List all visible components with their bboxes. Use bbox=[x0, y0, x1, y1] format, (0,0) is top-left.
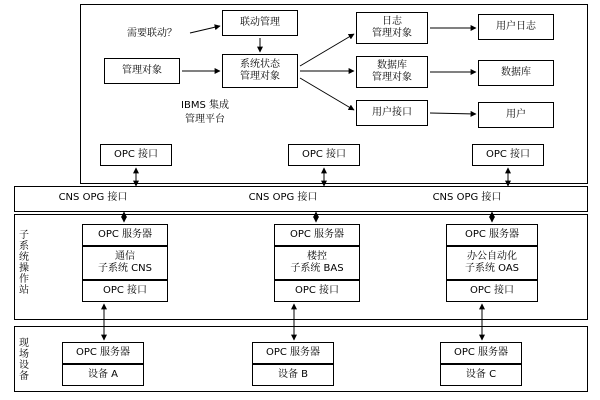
device-1-label: 设备 A bbox=[87, 369, 119, 380]
subsystem-2-opc-label: OPC 接口 bbox=[294, 285, 340, 296]
opc-interface-top-1-label: OPC 接口 bbox=[113, 149, 159, 160]
need-link-label: 需要联动？ bbox=[127, 28, 177, 39]
database-object-label-1: 数据库 bbox=[377, 60, 407, 71]
subsystem-2-server-label: OPC 服务器 bbox=[289, 229, 345, 240]
subsystem-3-name-line1: 办公自动化 bbox=[467, 251, 517, 262]
device-2-server-label: OPC 服务器 bbox=[265, 347, 321, 358]
subsystem-1-name-line2: 子系统 CNS bbox=[98, 263, 152, 274]
platform-title-line2: 管理平台 bbox=[185, 114, 225, 125]
log-object-label-2: 管理对象 bbox=[372, 28, 412, 39]
user-label: 用户 bbox=[506, 109, 526, 120]
mgmt-object-label: 管理对象 bbox=[122, 65, 162, 76]
side-label-field: 现场设备 bbox=[19, 338, 29, 382]
system-status-object-label-1: 系统状态 bbox=[240, 59, 280, 70]
arrow-sysstatus-to-logobj bbox=[300, 34, 354, 66]
bus-label-1: CNS OPG 接口 bbox=[58, 192, 128, 203]
link-mgmt-label: 联动管理 bbox=[240, 17, 280, 28]
log-object-label-1: 日志 bbox=[382, 16, 402, 27]
arrow-sysstatus-to-uiobj bbox=[300, 78, 354, 110]
arrow-uiobj-to-user bbox=[430, 113, 476, 114]
device-1-server-label: OPC 服务器 bbox=[75, 347, 131, 358]
subsystem-1-server-label: OPC 服务器 bbox=[97, 229, 153, 240]
database-object-label-2: 管理对象 bbox=[372, 72, 412, 83]
opc-interface-top-3-label: OPC 接口 bbox=[485, 149, 531, 160]
user-log-label: 用户日志 bbox=[496, 21, 536, 32]
device-3-server-label: OPC 服务器 bbox=[453, 347, 509, 358]
subsystem-1-opc-label: OPC 接口 bbox=[102, 285, 148, 296]
user-interface-object-label: 用户接口 bbox=[372, 107, 412, 118]
platform-title-line1: IBMS 集成 bbox=[181, 100, 229, 111]
subsystem-3-name-line2: 子系统 OAS bbox=[464, 263, 520, 274]
subsystem-3-server-label: OPC 服务器 bbox=[464, 229, 520, 240]
bus-label-2: CNS OPG 接口 bbox=[248, 192, 318, 203]
subsystem-1-name-line1: 通信 bbox=[115, 251, 135, 262]
bus-label-3: CNS OPG 接口 bbox=[432, 192, 502, 203]
database-label: 数据库 bbox=[501, 67, 531, 78]
subsystem-3-opc-label: OPC 接口 bbox=[469, 285, 515, 296]
side-label-subsystem: 子系统操作站 bbox=[19, 230, 29, 296]
device-3-label: 设备 C bbox=[465, 369, 497, 380]
arrow-needlink-to-linkmgmt bbox=[190, 26, 220, 33]
opc-interface-top-2-label: OPC 接口 bbox=[301, 149, 347, 160]
device-2-label: 设备 B bbox=[277, 369, 309, 380]
subsystem-2-name-line1: 楼控 bbox=[307, 251, 327, 262]
subsystem-2-name-line2: 子系统 BAS bbox=[290, 263, 344, 274]
system-status-object-label-2: 管理对象 bbox=[240, 71, 280, 82]
